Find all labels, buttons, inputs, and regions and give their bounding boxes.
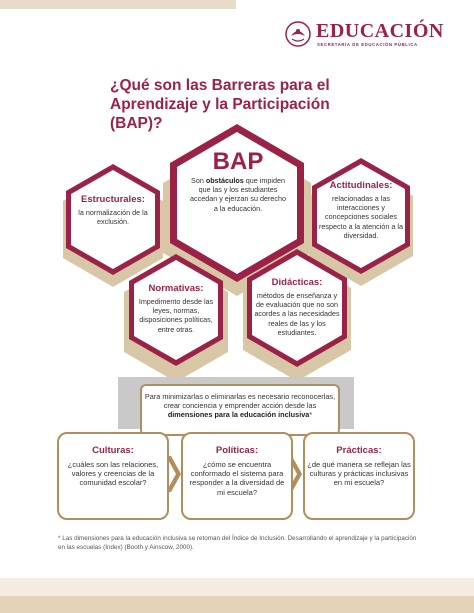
politicas-text: ¿cómo se encuentra conformado el sistema para responder a la diversidad de mi escuela?	[189, 460, 285, 497]
estructurales-title: Estructurales:	[81, 194, 145, 205]
brand-title: EDUCACIÓN	[316, 20, 444, 42]
page-title: ¿Qué son las Barreras para el Aprendizaje y la Participación (BAP)?	[110, 77, 330, 132]
culturas-title: Culturas:	[92, 445, 134, 456]
culturas-text: ¿cuáles son las relaciones, valores y creencias de la comunidad escolar?	[67, 460, 159, 488]
didacticas-title: Didácticas:	[271, 277, 323, 288]
bottom-decorative-stripe	[0, 596, 474, 613]
brand-subtitle: SECRETARÍA DE EDUCACIÓN PÚBLICA	[317, 42, 418, 47]
normativas-title: Normativas:	[148, 283, 204, 294]
footnote: * Las dimensiones para la educación inclusiva se retoman del Índice de Inclusión. Desarrollando el aprendizaje y la participación en las escuelas (Index) (Booth y Ainscow, 2000).	[58, 535, 417, 551]
estructurales-text: la normalización de la exclusión.	[78, 208, 148, 227]
practicas-text: ¿de qué manera se reflejan las culturas y prácticas inclusivas en mi escuela?	[307, 460, 411, 488]
dimensions-intro-text: Para minimizarlas o eliminarlas es necesario reconocerlas, crear conciencia y emprender acción desde las dimensiones para la educación inclusiva*	[144, 392, 336, 419]
didacticas-text: métodos de enseñanza y de evaluación que no son acordes a las necesidades reales de las y los estudiantes.	[254, 291, 340, 337]
normativas-text: Impedimento desde las leyes, normas, disposiciones políticas, entre otras.	[138, 297, 214, 334]
bap-definition: Son obstáculos que impiden que las y los estudiantes accedan y ejerzan su derecho a la educación.	[190, 176, 286, 213]
actitudinales-text: relacionadas a las interacciones y concepciones sociales respecto a la atención a la diversidad.	[319, 194, 403, 240]
practicas-title: Prácticas:	[336, 445, 382, 456]
actitudinales-title: Actitudinales:	[329, 180, 393, 191]
politicas-title: Políticas:	[215, 445, 259, 456]
bap-title: BAP	[212, 148, 264, 175]
